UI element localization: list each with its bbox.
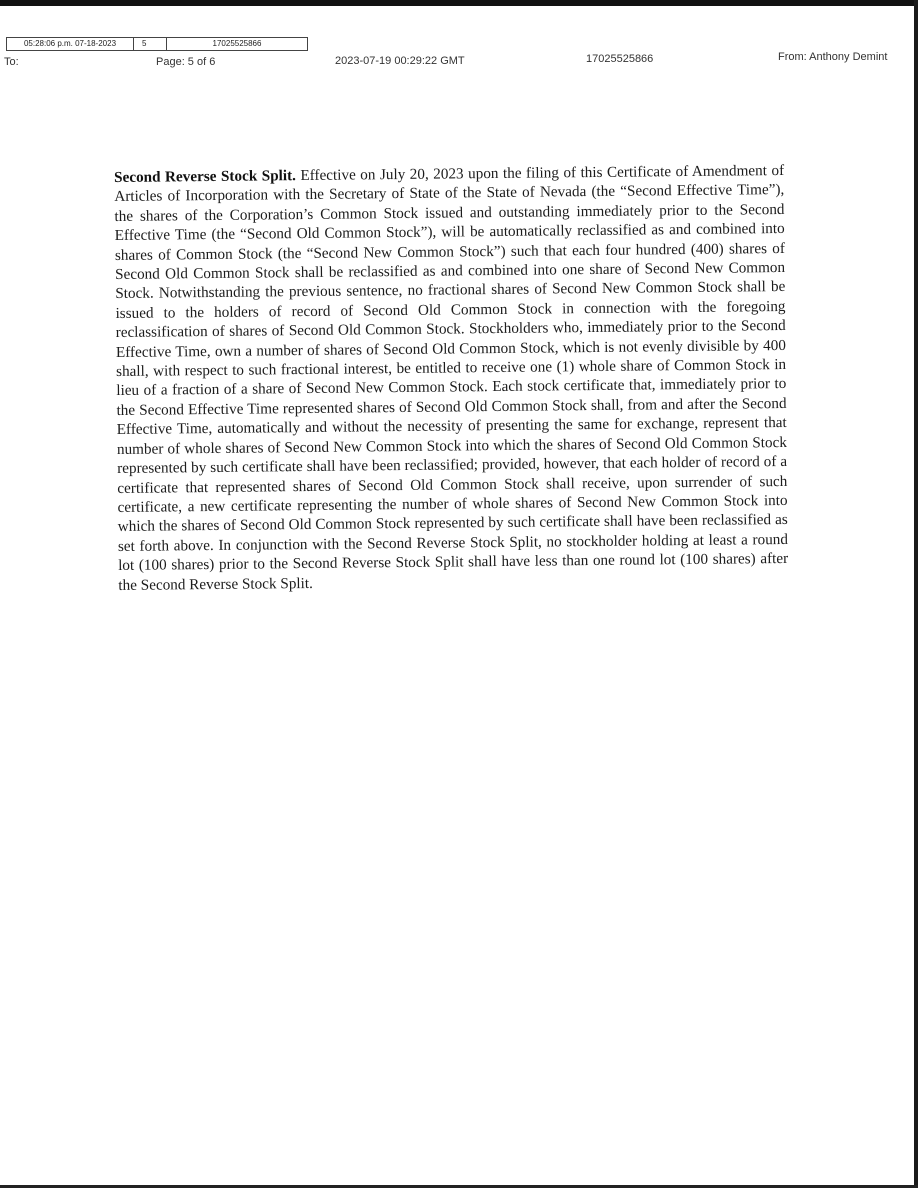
- fax-header-number: 17025525866: [586, 53, 654, 65]
- section-body-text: Effective on July 20, 2023 upon the filing of this Certificate of Amendment of Articles of Incorporation with the Secretary of State of the State of Nevada (the “Second Effective Time”), the shares of the Corporation’s Common Stock issued and outstanding immediately prior to the Second Effective Time (the “Second Old Common Stock”), will be automatically reclassified as and combined into shares of Common Stock (the “Second New Common Stock”) such that each four hundred (400) shares of Second Old Common Stock shall be reclassified as and combined into one share of Second New Common Stock. Notwithstanding the previous sentence, no fractional shares of Second New Common Stock shall be issued to the holders of record of Second Old Common Stock in connection with the foregoing reclassification of shares of Second Old Common Stock. Stockholders who, immediately prior to the Second Effective Time, own a number of shares of Second Old Common Stock, which is not evenly divisible by 400 shall, with respect to such fractional interest, be entitled to receive one (1) whole share of Common Stock in lieu of a fraction of a share of Second New Common Stock. Each stock certificate that, immediately prior to the Second Effective Time represented shares of Second Old Common Stock shall, from and after the Second Effective Time, automatically and without the necessity of presenting the same for exchange, represent that number of whole shares of Second New Common Stock into which the shares of Second Old Common Stock represented by such certificate shall have been reclassified; provided, however, that each holder of record of a certificate that represented shares of Second Old Common Stock shall receive, upon surrender of such certificate, a new certificate representing the number of whole shares of Second New Common Stock into which the shares of Second Old Common Stock represented by such certificate shall have been reclassified as set forth above. In conjunction with the Second Reverse Stock Split, no stockholder holding at least a round lot (100 shares) prior to the Second Reverse Stock Split shall have less than one round lot (100 shares) after the Second Reverse Stock Split.: [114, 161, 789, 594]
- fax-transmission-stamp: [6, 37, 308, 51]
- scan-right-edge: [914, 0, 918, 1188]
- fax-header-page: Page: 5 of 6: [156, 56, 216, 68]
- fax-stamp-time: 05:28:06 p.m. 07-18-2023: [7, 38, 134, 50]
- section-heading: Second Reverse Stock Split.: [114, 167, 296, 186]
- fax-stamp-number: 17025525866: [212, 39, 262, 48]
- section-paragraph: [114, 161, 788, 595]
- fax-stamp-page: 5: [134, 38, 167, 50]
- fax-header-datetime: 2023-07-19 00:29:22 GMT: [335, 55, 465, 67]
- scan-top-edge: [0, 0, 918, 6]
- document-body: [114, 161, 788, 595]
- fax-header-to: To:: [4, 56, 19, 68]
- fax-header-from: From: Anthony Demint: [778, 51, 888, 63]
